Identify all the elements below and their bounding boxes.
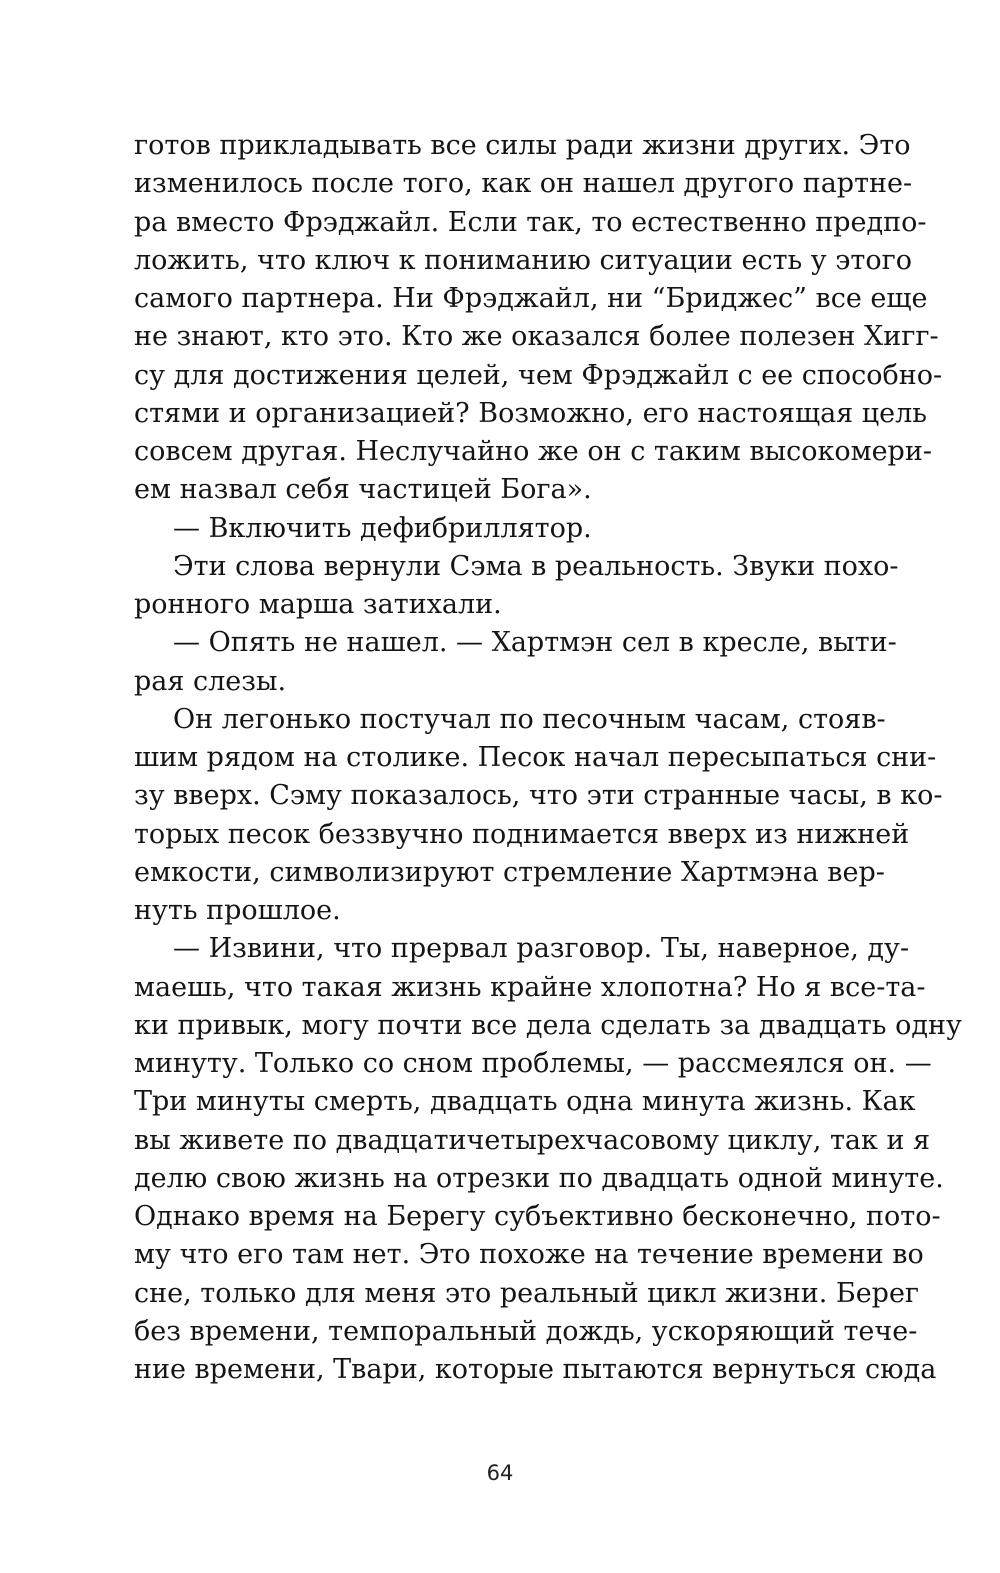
text-line: не знают, кто это. Кто же оказался более полезен Хигг- — [134, 321, 939, 353]
text-line: ки привык, могу почти все дела сделать за двадцать одну — [134, 1009, 962, 1041]
text-line: шим рядом на столике. Песок начал пересыпаться сни- — [134, 742, 937, 773]
text-line: самого партнера. Ни Фрэджайл, ни “Бриджес” все еще — [134, 283, 928, 314]
text-line: нуть прошлое. — [134, 895, 341, 926]
text-line: совсем другая. Неслучайно же он с таким высокомери- — [134, 436, 932, 467]
text-line: без времени, темпоральный дождь, ускоряющий тече- — [134, 1315, 918, 1347]
text-line: Три минуты смерть, двадцать одна минута жизнь. Как — [134, 1086, 916, 1118]
text-line: Он легонько постучал по песочным часам, стояв- — [173, 703, 886, 735]
text-line: ложить, что ключ к пониманию ситуации есть у этого — [134, 244, 912, 276]
text-line: рая слезы. — [134, 665, 287, 697]
text-line: ем назвал себя частицей Бога». — [134, 474, 592, 506]
text-line: ние времени, Твари, которые пытаются вернуться сюда — [134, 1354, 937, 1385]
text-line: му что его там нет. Это похоже на течение времени во — [134, 1239, 924, 1271]
text-line: — Опять не нашел. — Хартмэн сел в кресле, выти- — [173, 627, 897, 659]
text-line: Эти слова вернули Сэма в реальность. Звуки похо- — [173, 550, 899, 582]
text-line: минуту. Только со сном проблемы, — рассмеялся он. — — [134, 1048, 932, 1079]
text-line: торых песок беззвучно поднимается вверх из нижней — [134, 818, 910, 850]
text-line: су для достижения целей, чем Фрэджайл с ее способно- — [134, 359, 943, 391]
text-line: сне, только для меня это реальный цикл жизни. Берег — [134, 1277, 920, 1309]
text-line: ронного марша затихали. — [134, 589, 502, 620]
text-line: — Извини, что прервал разговор. Ты, наверное, ду- — [173, 933, 910, 965]
text-line: готов прикладывать все силы ради жизни других. Это — [134, 130, 911, 161]
text-line: Однако время на Берегу субъективно бесконечно, пото- — [134, 1201, 941, 1232]
text-line: вы живете по двадцатичетырехчасовому циклу, так и я — [134, 1124, 931, 1156]
text-line: ра вместо Фрэджайл. Если так, то естественно предпо- — [134, 206, 927, 238]
text-line: маешь, что такая жизнь крайне хлопотна? Но я все-та- — [134, 971, 926, 1003]
page-number: 64 — [486, 1461, 514, 1485]
text-line: стями и организацией? Возможно, его настоящая цель — [134, 397, 927, 429]
text-line: емкости, символизируют стремление Хартмэна вер- — [134, 856, 885, 888]
text-line: зу вверх. Сэму показалось, что эти странные часы, в ко- — [134, 780, 943, 812]
body-text — [134, 127, 962, 1389]
text-line: делю свою жизнь на отрезки по двадцать одной минуте. — [134, 1162, 944, 1194]
text-line: изменилось после того, как он нашел другого партне- — [134, 168, 913, 200]
text-line: — Включить дефибриллятор. — [173, 512, 592, 544]
